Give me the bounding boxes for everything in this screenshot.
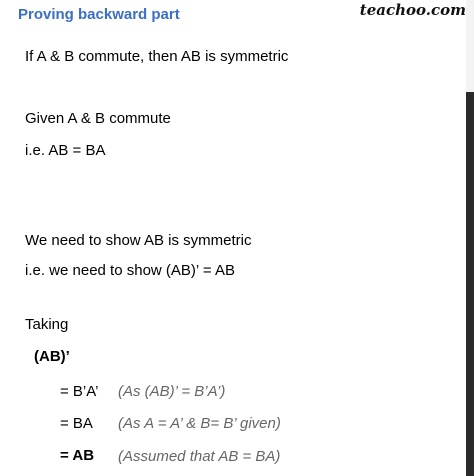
step-reason-1: (As (AB)’ = B’A’) <box>118 383 226 400</box>
step-start: (AB)’ <box>34 348 70 365</box>
statement-line: If A & B commute, then AB is symmetric <box>25 48 289 65</box>
page-title: Proving backward part <box>18 6 180 23</box>
teachoo-logo: teachoo.com <box>359 1 466 19</box>
step-eq-1: = B’A’ <box>60 383 99 400</box>
step-reason-3: (Assumed that AB = BA) <box>118 448 281 465</box>
taking-line: Taking <box>25 316 69 333</box>
step-reason-2: (As A = A’ & B= B’ given) <box>118 415 281 432</box>
step-eq-2: = BA <box>60 415 93 432</box>
scrollbar[interactable] <box>466 0 474 476</box>
scroll-thumb[interactable] <box>466 92 474 476</box>
given-line: Given A & B commute <box>25 110 171 127</box>
step-eq-3: = AB <box>60 447 95 464</box>
given-ie-line: i.e. AB = BA <box>25 142 106 159</box>
need-to-show-line: We need to show AB is symmetric <box>25 232 252 249</box>
need-to-show-ie-line: i.e. we need to show (AB)’ = AB <box>25 262 235 279</box>
